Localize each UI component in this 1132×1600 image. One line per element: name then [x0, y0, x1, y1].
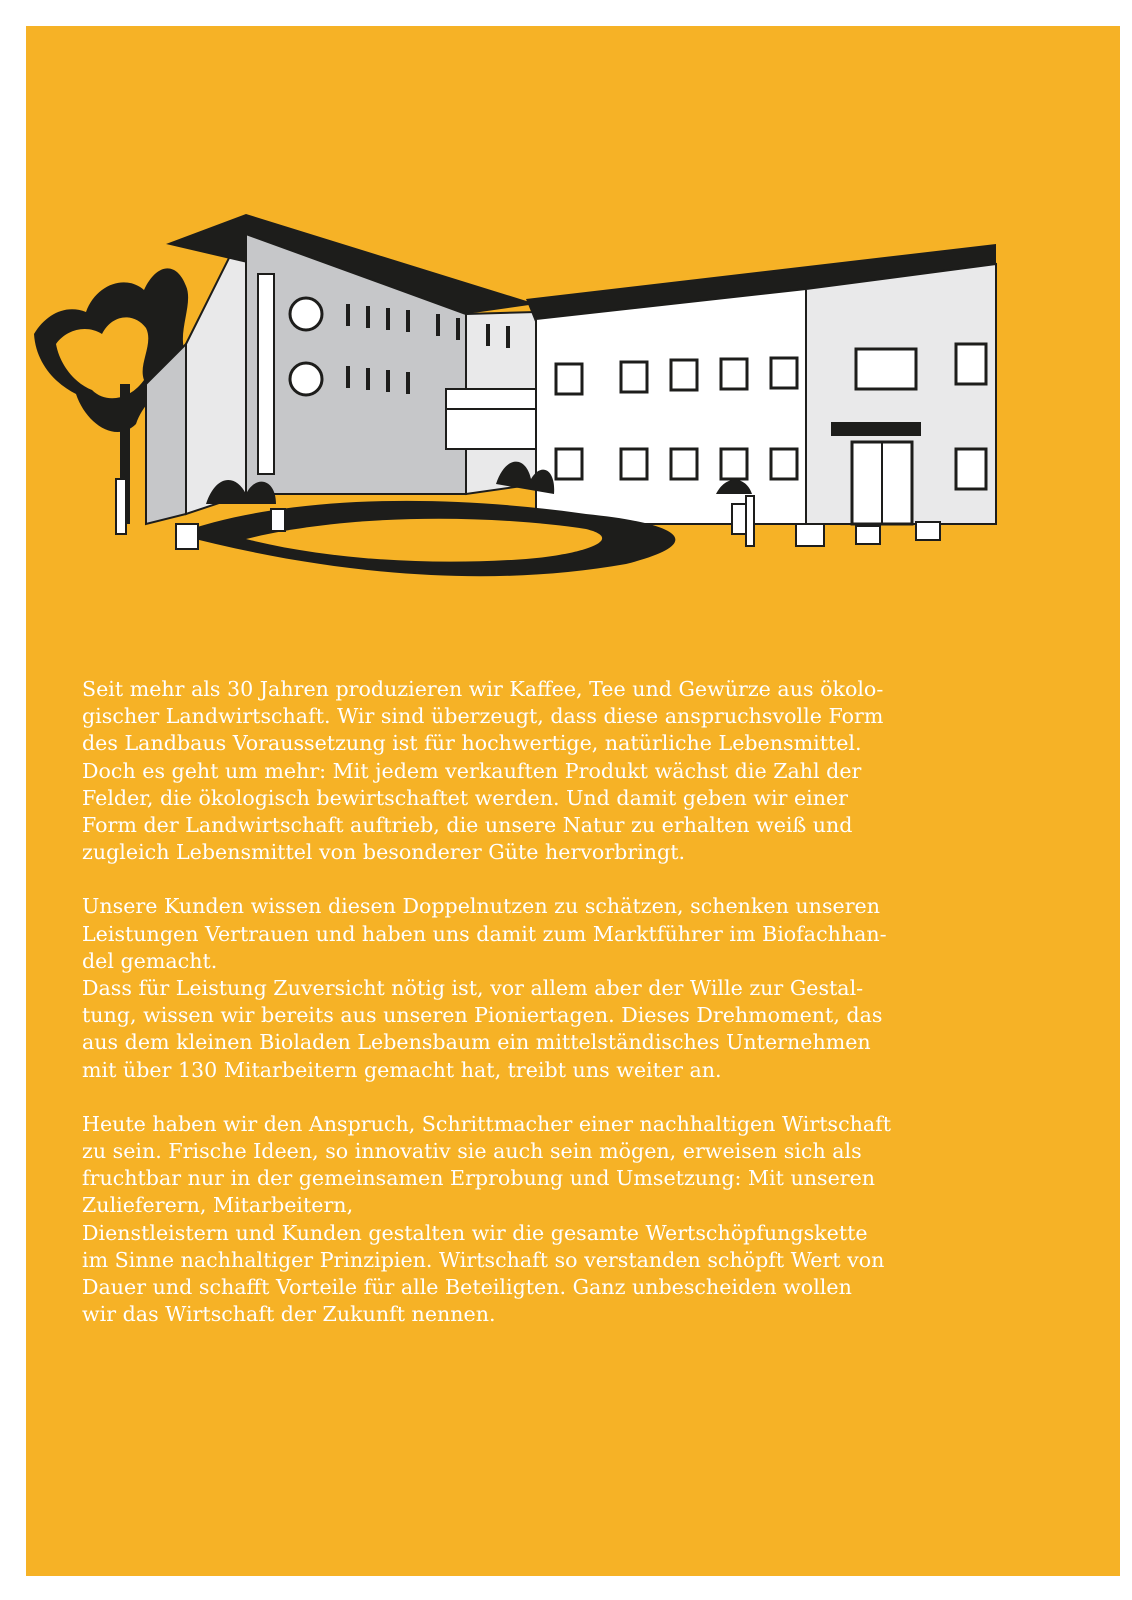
page-panel [26, 26, 1120, 1576]
paragraph-2: Unsere Kunden wissen diesen Doppelnutzen zu schätzen, schenken unseren Leistungen Vertrauen und haben uns damit zum Marktführer im Biofachhan- del gemacht. Dass für Leistung Zuversicht nötig ist, vor allem aber der Wille zur Gestal- tung, wissen wir bereits aus unseren Pioniertagen. Dieses Drehmoment, das aus dem kleinen Bioladen Lebensbaum ein mittelständisches Unternehmen mit über 130 Mitarbeitern gemacht hat, treibt uns weiter an. [82, 894, 887, 1082]
paragraph-3: Heute haben wir den Anspruch, Schrittmacher einer nachhaltigen Wirtschaft zu sein. Frische Ideen, so innovativ sie auch sein mögen, erweisen sich als fruchtbar nur in der gemeinsamen Erprobung und Umsetzung: Mit unseren Zulieferern, Mitarbeitern, Dienstleistern und Kunden gestalten wir die gesamte Wertschöpfungskette im Sinne nachhaltiger Prinzipien. Wirtschaft so verstanden schöpft Wert von Dauer und schafft Vorteile für alle Beteiligten. Ganz unbescheiden wollen wir das Wirtschaft der Zukunft nennen. [82, 1111, 892, 1327]
paragraph-1: Seit mehr als 30 Jahren produzieren wir Kaffee, Tee und Gewürze aus ökolo- gischer Landwirtschaft. Wir sind überzeugt, dass diese anspruchsvolle Form des Landbaus Voraussetzung ist für hochwertige, natürliche Lebensmittel. Doch es geht um mehr: Mit jedem verkauften Produkt wächst die Zahl der Felder, die ökologisch bewirtschaftet werden. Und damit geben wir einer Form der Landwirtschaft auftrieb, die unsere Natur zu erhalten weiß und zugleich Lebensmittel von besonderer Güte hervorbringt. [82, 677, 884, 865]
body-text [82, 676, 1012, 1355]
left-building [146, 214, 546, 524]
building-illustration [26, 194, 1066, 594]
right-building [526, 244, 996, 524]
